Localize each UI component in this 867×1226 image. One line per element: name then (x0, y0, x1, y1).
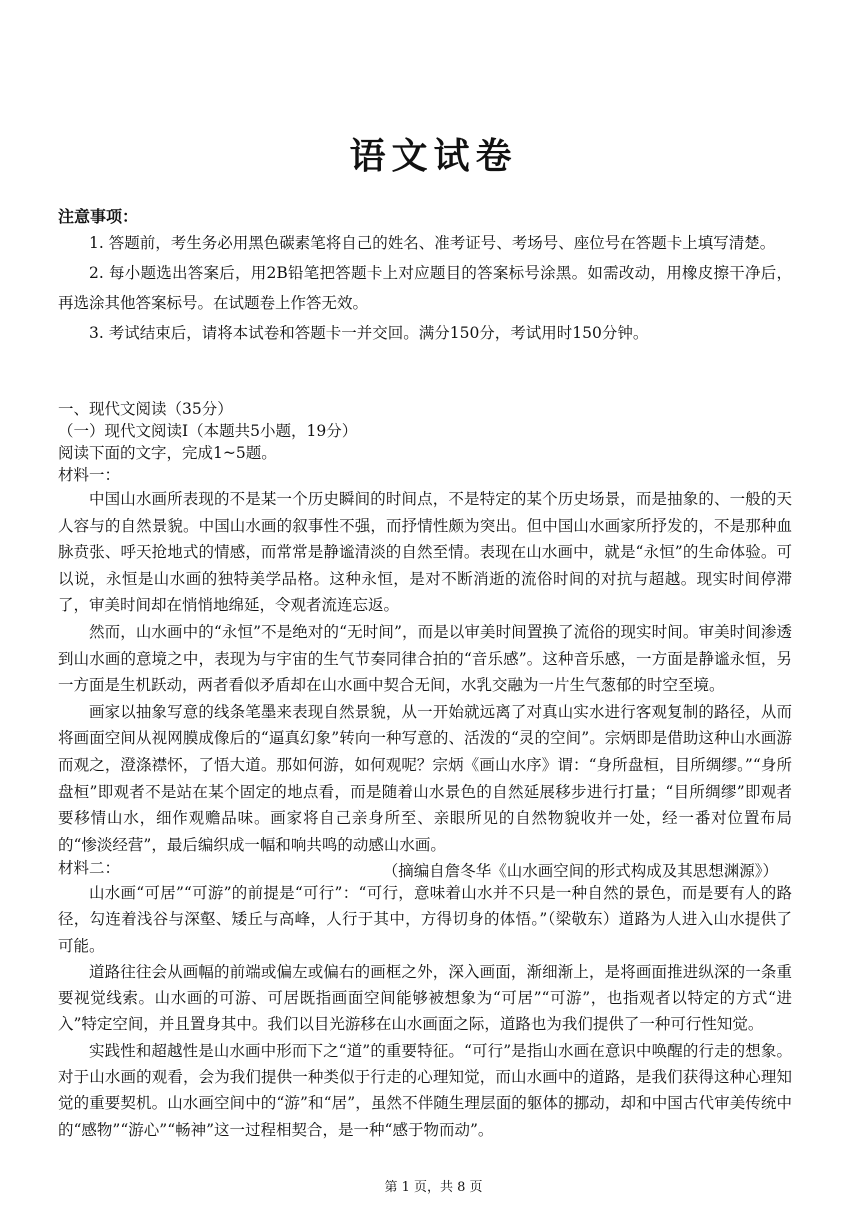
material1-source: （摘编自詹冬华《山水画空间的形式构成及其思想渊源》） (382, 862, 778, 881)
sub-section-heading: （一）现代文阅读Ⅰ（本题共5小题，19分） (58, 422, 358, 440)
notice-item: 3. 考试结束后，请将本试卷和答题卡一并交回。满分150分，考试用时150分钟。 (89, 324, 649, 342)
section-heading: 一、现代文阅读（35分） (58, 400, 233, 418)
paragraph: 然而，山水画中的“永恒”不是绝对的“无时间”，而是以审美时间置换了流俗的现实时间。审美时间渗透到山水画的意境之中，表现为与宇宙的生气节奏同律合拍的“音乐感”。这种音乐感，一方面是静谧永恒，另一方面是生机跃动，两者看似矛盾却在山水画中契合无间，水乳交融为一片生气葱郁的时空至境。 (58, 622, 792, 695)
paragraph: 中国山水画所表现的不是某一个历史瞬间的时间点，不是特定的某个历史场景，而是抽象的、一般的天人容与的自然景貌。中国山水画的叙事性不强，而抒情性颇为突出。但中国山水画家所抒发的，不是那种血脉贲张、呼天抢地式的情感，而常常是静谧清淡的自然至情。表现在山水画中，就是“永恒”的生命体验。可以说，永恒是山水画的独特美学品格。这种永恒，是对不断消逝的流俗时间的对抗与超越。现实时间停滞了，审美时间却在悄悄地绵延，令观者流连忘返。 (58, 490, 792, 615)
page-title: 语文试卷 (349, 135, 518, 177)
paragraph: 实践性和超越性是山水画中形而下之“道”的重要特征。“可行”是指山水画在意识中唤醒的行走的想象。对于山水画的观看，会为我们提供一种类似于行走的心理知觉，而山水画中的道路，是我们获得这种心理知觉的重要契机。山水画空间中的“游”和“居”，虽然不伴随生理层面的躯体的挪动，却和中国古代审美传统中的“感物”“游心”“畅神”这一过程相契合，是一种“感于物而动”。 (58, 1041, 792, 1139)
notice-heading: 注意事项： (58, 207, 139, 226)
material1-label: 材料一： (58, 466, 121, 484)
material2-text (58, 880, 792, 1143)
notice-item: 2. 每小题选出答案后，用2B铅笔把答题卡上对应题目的答案标号涂黑。如需改动，用橡皮擦干净后，再选涂其他答案标号。在试题卷上作答无效。 (58, 264, 792, 312)
paragraph: 山水画“可居”“可游”的前提是“可行”：“可行，意味着山水并不只是一种自然的景色，而是要有人的路径，勾连着浅谷与深壑、矮丘与高峰，人行于其中，方得切身的体悟。”（梁敬东）道路为人进入山水提供了可能。 (58, 884, 792, 955)
paragraph: 道路往往会从画幅的前端或偏左或偏右的画框之外，深入画面，渐细渐上，是将画面推进纵深的一条重要视觉线索。山水画的可游、可居既指画面空间能够被想象为“可居”“可游”，也指观者以特定的方式“进入”特定空间，并且置身其中。我们以目光游移在山水画面之际，道路也为我们提供了一种可行性知觉。 (58, 962, 792, 1034)
notice-item: 1. 答题前，考生务必用黑色碳素笔将自己的姓名、准考证号、考场号、座位号在答题卡上填写清楚。 (89, 234, 776, 252)
material1-text (58, 486, 792, 885)
material2-label: 材料二： (58, 859, 121, 877)
paragraph: 画家以抽象写意的线条笔墨来表现自然景貌，从一开始就远离了对真山实水进行客观复制的路径，从而将画面空间从视网膜成像后的“逼真幻象”转向一种写意的、活泼的“灵的空间”。宗炳即是借助这种山水画游而观之，澄涤襟怀，了悟大道。那如何游，如何观呢？宗炳《画山水序》谓：“身所盘桓，目所绸缪。”“身所盘桓”即观者不是站在某个固定的地点看，而是随着山水景色的自然延展移步进行打量；“目所绸缪”即观者要移情山水，细作观赡品味。画家将自己亲身所至、亲眼所见的自然物貌收并一处，经一番对位置布局的“惨淡经营”，最后编织成一幅和响共鸣的动感山水画。 (58, 702, 792, 854)
page-footer: 第 1 页，共 8 页 (384, 1180, 483, 1195)
notice-list (58, 228, 792, 348)
reading-instruction: 阅读下面的文字，完成1~5题。 (58, 444, 277, 462)
